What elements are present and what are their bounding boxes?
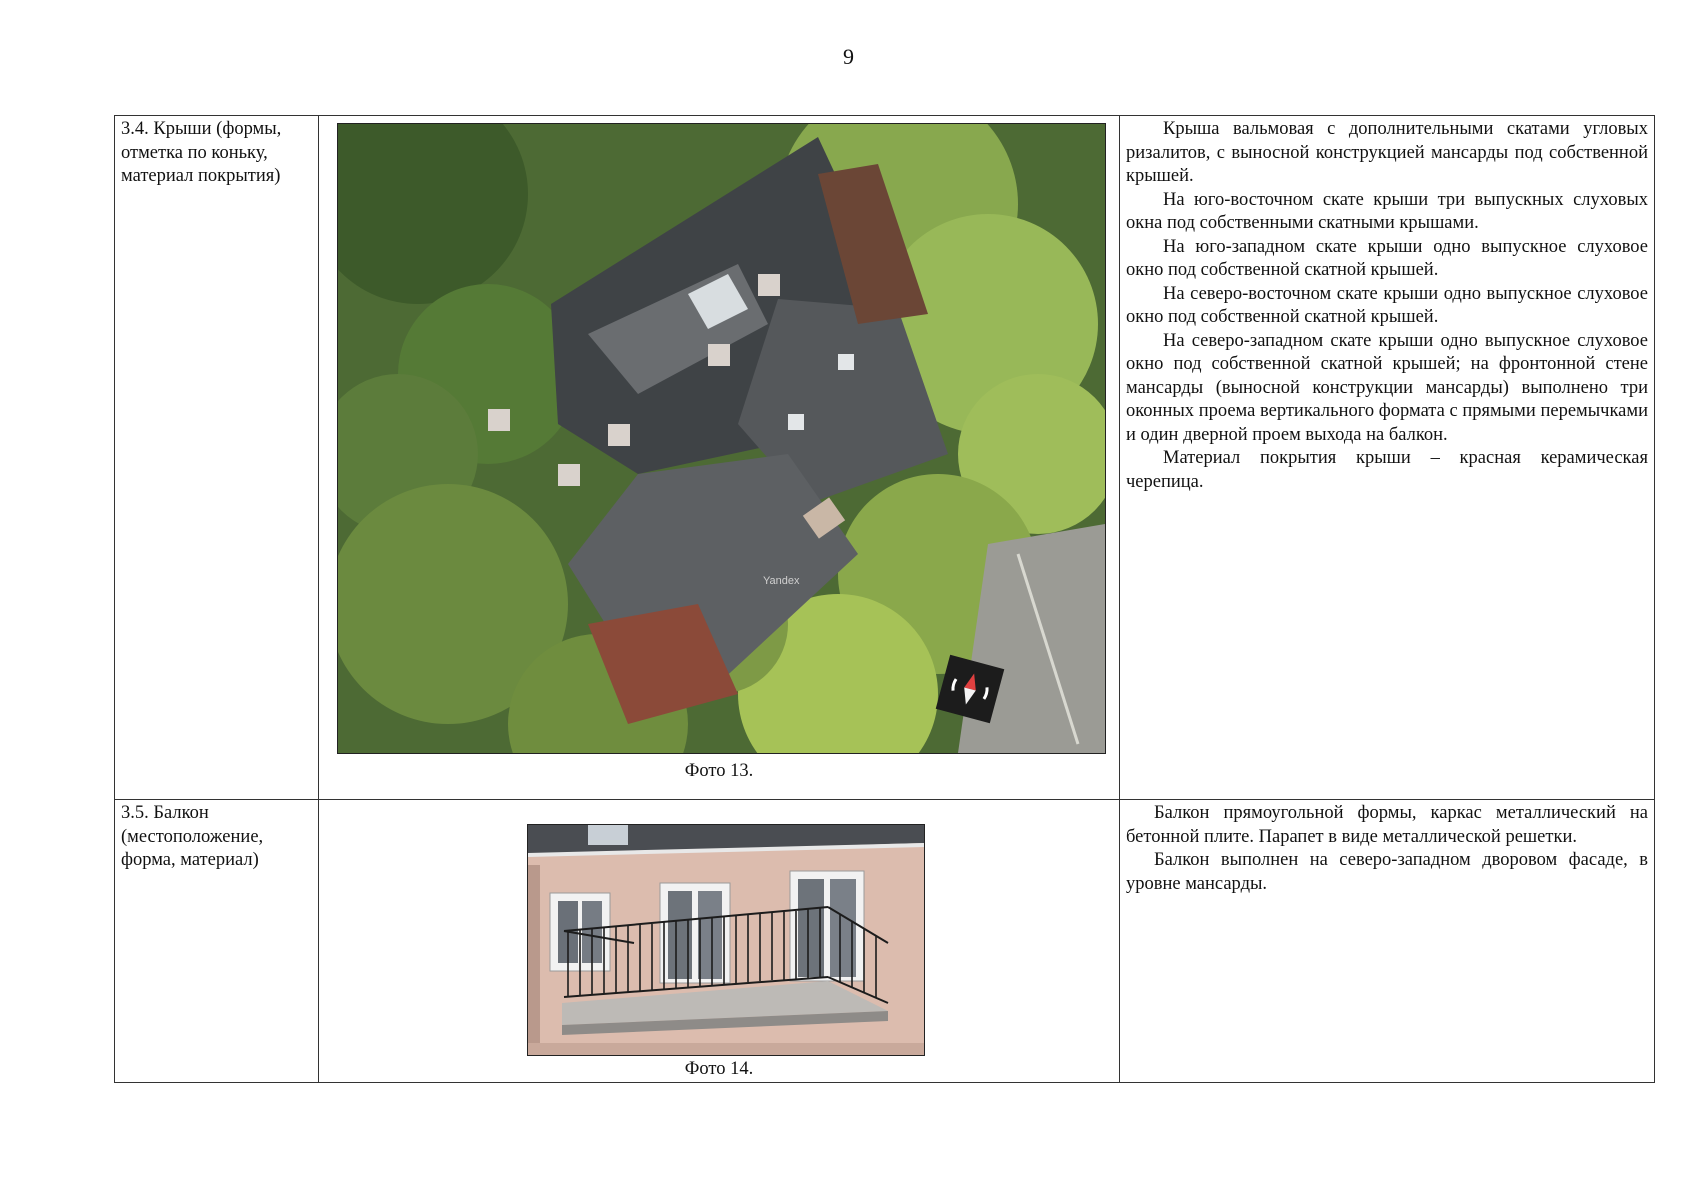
paragraph: Балкон прямоугольной формы, каркас металлический на бетонной плите. Парапет в виде металлической решетки. — [1126, 803, 1648, 847]
table-row-roofs — [115, 116, 1655, 800]
row-label-roofs: 3.4. Крыши (формы, отметка по коньку, материал покрытия) — [115, 116, 319, 800]
characteristics-table — [114, 115, 1655, 1083]
paragraph: Балкон выполнен на северо-западном дворовом фасаде, в уровне мансарды. — [1126, 850, 1648, 894]
paragraph: На юго-западном скате крыши одно выпускное слуховое окно под собственной скатной крышей. — [1126, 236, 1648, 280]
paragraph: Крыша вальмовая с дополнительными скатами угловых ризалитов, с выносной конструкцией мансарды под собственной крышей. — [1126, 119, 1648, 186]
table-row-balcony — [115, 800, 1655, 1083]
watermark-text: Yandex — [763, 575, 800, 587]
aerial-roof-photo — [337, 123, 1106, 754]
paragraph: На северо-восточном скате крыши одно выпускное слуховое окно под собственной скатной крышей. — [1126, 283, 1648, 327]
page-number: 9 — [843, 44, 854, 69]
paragraph: На юго-восточном скате крыши три выпускных слуховых окна под собственными скатными крышами. — [1126, 189, 1648, 233]
photo-cell-13 — [319, 116, 1120, 800]
paragraph: На северо-западном скате крыши одно выпускное слуховое окно под собственной скатной крышей; на фронтонной стене мансарды (выносной конструкции мансарды) выполнено три оконных проема вертикального формата с прямыми перемычками и один дверной проем выхода на балкон. — [1126, 330, 1648, 445]
photo-cell-14 — [319, 800, 1120, 1083]
description-balcony — [1120, 800, 1655, 1083]
photo-caption-13: Фото 13. — [684, 761, 754, 781]
photo-caption-14: Фото 14. — [684, 1059, 754, 1079]
description-roofs — [1120, 116, 1655, 800]
row-label-balcony: 3.5. Балкон (местоположение, форма, материал) — [115, 800, 319, 1083]
balcony-photo — [527, 824, 925, 1056]
paragraph: Материал покрытия крыши – красная керамическая черепица. — [1126, 448, 1648, 492]
